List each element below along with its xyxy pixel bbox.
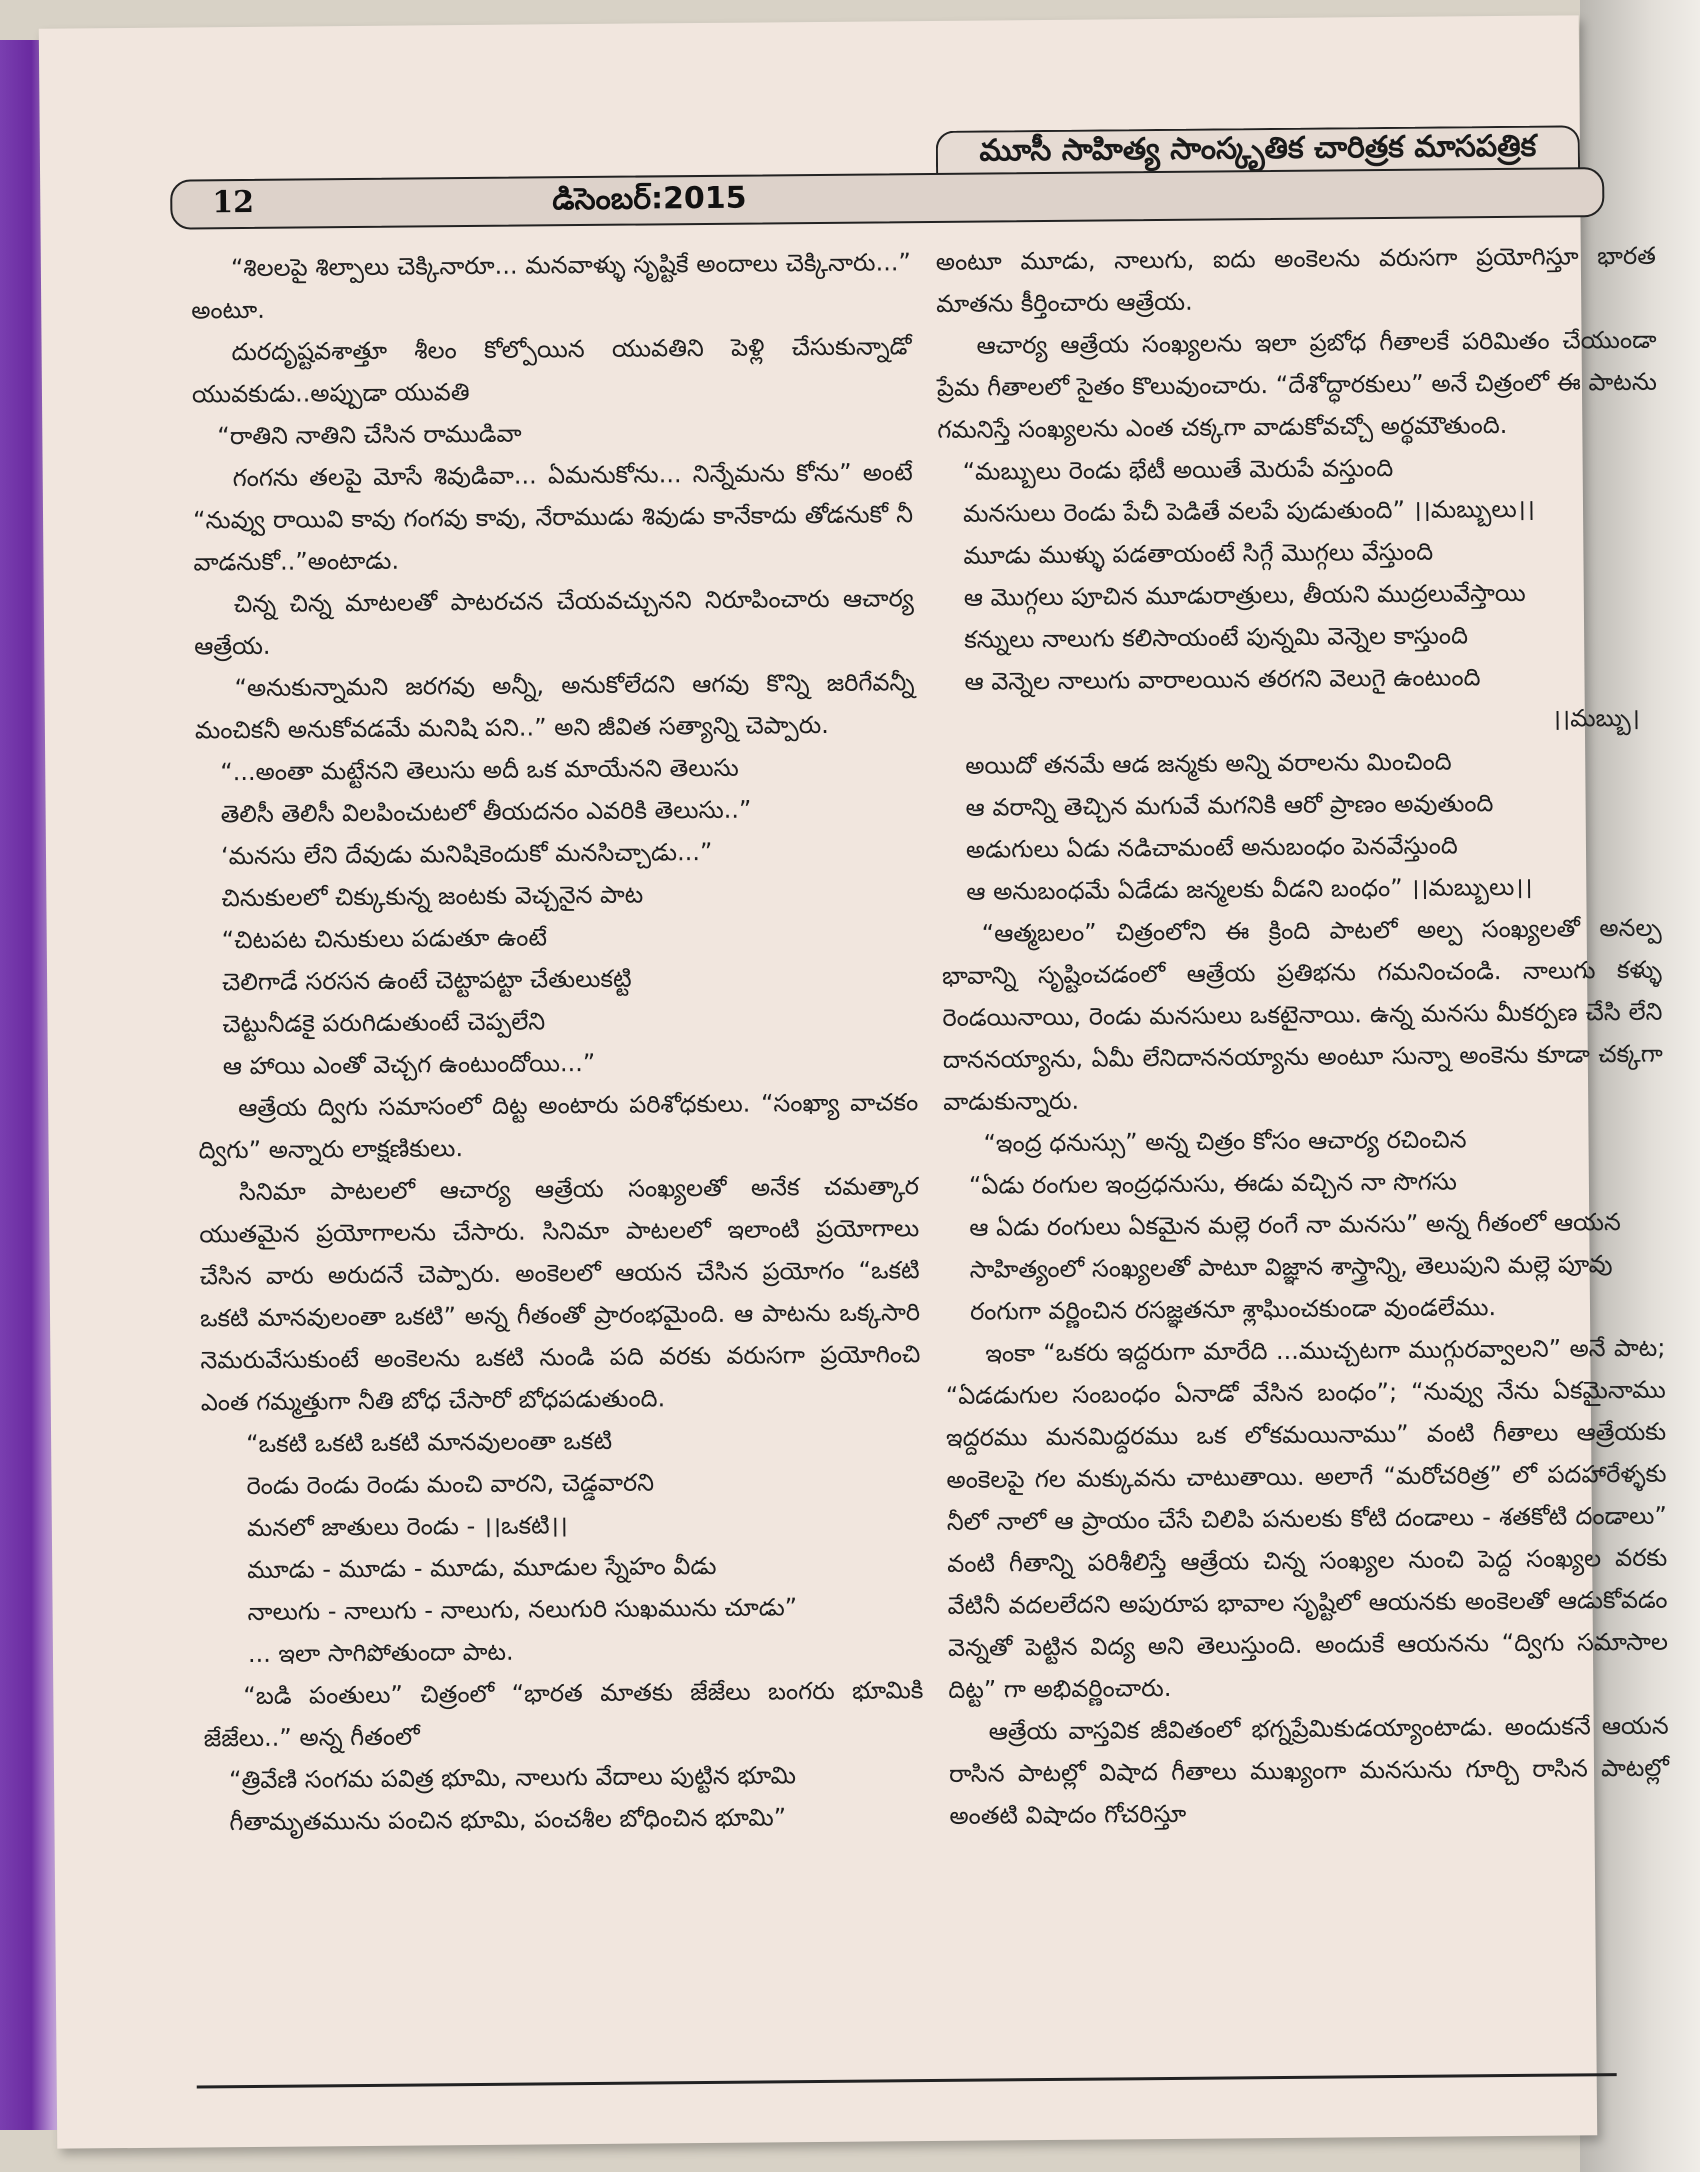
magazine-title: మూసీ సాహిత్య సాంస్కృతిక చారిత్రక మాసపత్రిక [936,125,1580,177]
verse-line: “మబ్బులు రెండు భేటీ అయితే మెరుపే వస్తుంది [962,453,1394,486]
verse-line: తెలిసీ తెలిసీ విలపించుటలో తీయదనం ఎవరికి తెలుసు..” [220,795,752,829]
verse-line: “ఒకటి ఒకటి ఒకటి మానవులంతా ఒకటి [246,1426,613,1459]
right-column [936,235,1670,1837]
verse-line: మూడు - మూడు - మూడు, మూడుల స్నేహం వీడు [247,1551,717,1584]
verse-line: కన్నులు నాలుగు కలిసాయంటే పున్నమి వెన్నెల కాస్తుంది [964,621,1469,654]
verse-line: “త్రివేణి సంగమ పవిత్ర భూమి, నాలుగు వేదాలు పుట్టిన భూమి [228,1761,797,1795]
verse-line: గీతామృతమును పంచిన భూమి, పంచశీల బోధించిన భూమి” [229,1803,787,1837]
paragraph: గంగను తలపై మోసే శివుడివా... ఏమనుకోను... నిన్నేమను కోను” అంటే “నువ్వు రాయివి కావు గంగవు కావు, నేరాముడు శివుడు కానేకాదు తోడనుకో నీ వాడనుకో..”అంటాడు. [192,458,914,577]
verse-line: మనలో జాతులు రెండు - ।।ఒకటి।। [246,1511,568,1543]
verse-line: మూడు ముళ్ళు పడతాయంటే సిగ్గే మొగ్గలు వేస్తుంది [963,537,1434,570]
verse-line: మనసులు రెండు పేచీ పెడితే వలపే పుడుతుంది” ।।మబ్బులు।। [962,494,1536,528]
paragraph: ఆత్రేయ ద్విగు సమాసంలో దిట్ట అంటారు పరిశోధకులు. “సంఖ్యా వాచకం ద్విగు” అన్నారు లాక్షణికులు. [198,1088,919,1165]
left-column [191,241,925,1843]
verse-line: రెండు రెండు రెండు మంచి వారని, చెడ్డవారని [246,1468,655,1501]
verse-line: ... ఇలా సాగిపోతుందా పాట. [247,1637,514,1668]
verse-line: ఆ వెన్నెల నాలుగు వారాలయిన తరగని వెలుగై ఉంటుంది [964,663,1481,696]
paragraph: ఆచార్య ఆత్రేయ సంఖ్యలను ఇలా ప్రబోధ గీతాలకే పరిమితం చేయుండా ప్రేమ గీతాలలో సైతం కొలువుంచారు. “దేశోద్ధారకులు” అనే చిత్రంలో ఈ పాటను గమనిస్తే సంఖ్యలను ఎంత చక్కగా వాడుకోవచ్చో అర్థమౌతుంది. [936,325,1658,444]
paragraph: ఆ ఏడు రంగులు ఏకమైన మల్లె రంగే నా మనసు” అన్న గీతంలో ఆయన సాహిత్యంలో సంఖ్యలతో పాటూ విజ్ఞాన శాస్త్రాన్ని, తెలుపుని మల్లె పూవు రంగుగా వర్ణించిన రసజ్ఞతనూ శ్లాఘించకుండా వుండలేము. [969,1208,1621,1326]
verse-line: ఆ వరాన్ని తెచ్చిన మగువే మగనికి ఆరో ప్రాణం అవుతుంది [965,789,1494,822]
verse-line: “...అంతా మట్టేనని తెలుసు అదీ ఒక మాయేనని తెలుసు [220,753,739,787]
verse-line: “చిటపట చినుకులు పడుతూ ఉంటే [221,923,548,955]
paragraph: అంటూ మూడు, నాలుగు, ఐదు అంకెలను వరుసగా ప్రయోగిస్తూ భారత మాతను కీర్తించారు ఆత్రేయ. [935,241,1656,318]
verse-line: ‘మనసు లేని దేవుడు మనిషికెందుకో మనసిచ్చాడు...” [220,837,713,871]
bottom-rule [197,2073,1617,2088]
paragraph: “ఆత్మబలం” చిత్రంలోని ఈ క్రింది పాటలో అల్ప సంఖ్యలతో అనల్ప భావాన్ని సృష్టించడంలో ఆత్రేయ ప్రతిభను గమనించండి. నాలుగు కళ్ళు రెండయినాయి, రెండు మనసులు ఒకటైనాయి. ఉన్న మనసు మీకర్పణ చేసి లేని దాననయ్యాను, ఏమీ లేనిదాననయ్యాను అంటూ సున్నా అంకెను కూడా చక్కగా వాడుకున్నారు. [941,913,1663,1116]
verse-line: చినుకులలో చిక్కుకున్న జంటకు వెచ్చనైన పాట [221,880,644,913]
refrain-mark: ।।మబ్బు। [1551,703,1640,733]
verse-line: అయిదో తనమే ఆడ జన్మకు అన్ని వరాలను మించింది [965,747,1452,780]
verse-line: ఆ అనుబంధమే ఏడేడు జన్మలకు వీడని బంధం” ।।మబ్బులు।। [966,872,1533,906]
paragraph: సినిమా పాటలలో ఆచార్య ఆత్రేయ సంఖ్యలతో అనేక చమత్కార యుతమైన ప్రయోగాలను చేసారు. సినిమా పాటలలో ఇలాంటి ప్రయోగాలు చేసిన వారు అరుదనే చెప్పారు. అంకెలలో ఆయన చేసిన ప్రయోగం “ఒకటి ఒకటి మానవులంతా ఒకటి” అన్న గీతంతో ప్రారంభమైంది. ఆ పాటను ఒక్కసారి నెమరువేసుకుంటే అంకెలను ఒకటి నుండి పది వరకు వరుసగా ప్రయోగించి ఎంత గమ్మత్తుగా నీతి బోధ చేసారో బోధపడుతుంది. [199,1172,921,1417]
paragraph: ఇంకా “ఒకరు ఇద్దరుగా మారేది ...ముచ్చటగా ముగ్గురవ్వాలని” అనే పాట; “ఏడడుగుల సంబంధం ఏనాడో వేసిన బంధం”; “నువ్వు నేను ఏకమైనాము ఇద్దరము మనమిద్దరము ఒక లోకమయినాము” వంటి గీతాలు ఆత్రేయకు అంకెలపై గల మక్కువను చాటుతాయి. అలాగే “మరోచరిత్ర” లో పదహారేళ్ళకు నీలో నాలో ఆ ప్రాయం చేసే చిలిపి పనులకు కోటి దండాలు - శతకోటి దండాలు” వంటి గీతాన్ని పరిశీలిస్తే ఆత్రేయ చిన్న సంఖ్యల నుంచి పెద్ద సంఖ్యల వరకు వేటినీ వదలలేదని అపురూప భావాల సృష్టిలో ఆయనకు అంకెలతో ఆడుకోవడం వెన్నతో పెట్టిన విద్య అని తెలుస్తుంది. అందుకే ఆయనను “ద్విగు సమాసాల దిట్ట” గా అభివర్ణించారు. [945,1333,1669,1704]
paragraph: “బడి పంతులు” చిత్రంలో “భారత మాతకు జేజేలు బంగరు భూమికి జేజేలు..” అన్న గీతంలో [203,1676,924,1753]
page-number: 12 [212,184,255,221]
paragraph: “ఇంద్ర ధనుస్సు” అన్న చిత్రం కోసం ఆచార్య రచించిన [983,1125,1467,1158]
paragraph: చిన్న చిన్న మాటలతో పాటరచన చేయవచ్చునని నిరూపించారు ఆచార్య ఆత్రేయ. [194,584,914,661]
issue-date: డిసెంబర్:2015 [552,180,747,218]
paragraph: “శిలలపై శిల్పాలు చెక్కినారూ... మనవాళ్ళు సృష్టికే అందాలు చెక్కినారు...” అంటూ. [191,248,911,325]
verse-line: “రాతిని నాతిని చేసిన రాముడివా [217,419,522,451]
verse-line: చెట్టునీడకై పరుగిడుతుంటే చెప్పలేని [222,1007,546,1039]
verse-line: ఆ మొగ్గలు పూచిన మూడురాత్రులు, తీయని ముద్రలువేస్తాయి [963,578,1526,612]
header-bar [170,167,1604,230]
verse-line: నాలుగు - నాలుగు - నాలుగు, నలుగురి సుఖమును చూడు” [247,1593,798,1626]
paragraph: ఆత్రేయ వాస్తవిక జీవితంలో భగ్నప్రేమికుడయ్యాంటాడు. అందుకనే ఆయన రాసిన పాటల్లో విషాద గీతాలు ముఖ్యంగా మనసును గూర్చి రాసిన పాటల్లో అంతటి విషాదం గోచరిస్తూ [948,1711,1670,1830]
paragraph: “అనుకున్నామని జరగవు అన్నీ, అనుకోలేదని ఆగవు కొన్ని జరిగేవన్నీ మంచికనీ అనుకోవడమే మనిషి పని..” అని జీవిత సత్యాన్ని చెప్పారు. [194,668,915,745]
verse-line: “ఏడు రంగుల ఇంద్రధనుసు, ఈడు వచ్చిన నా సొగసు [968,1167,1457,1200]
verse-line: ఆ హాయి ఎంతో వెచ్చగ ఉంటుందోయి...” [222,1048,596,1081]
verse-line: చెలిగాడే సరసన ఉంటే చెట్టాపట్టా చేతులుకట్టి [221,964,632,997]
verse-line: అడుగులు ఏడు నడిచామంటే అనుబంధం పెనవేస్తుంది [965,831,1458,864]
magazine-page [39,15,1670,2148]
masthead [170,125,1601,229]
paragraph: దురదృష్టవశాత్తూ శీలం కోల్పోయిన యువతిని పెళ్లి చేసుకున్నాడో యువకుడు..అప్పుడా యువతి [191,332,912,409]
